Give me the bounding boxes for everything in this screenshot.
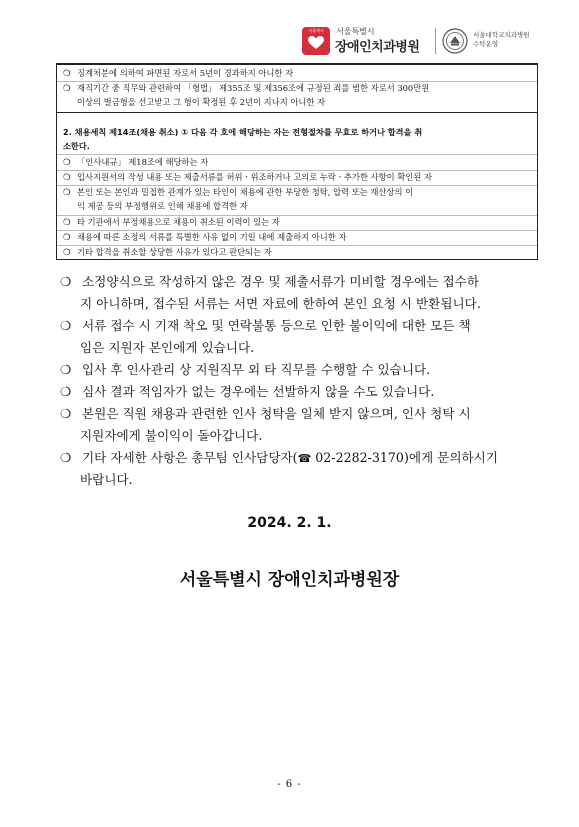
list-item: ❍ 타 기관에서 부정채용으로 채용이 취소된 이력이 있는 자 [63, 217, 280, 227]
notice-item: ❍ 소정양식으로 작성하지 않은 경우 및 제출서류가 미비할 경우에는 접수하 [60, 274, 479, 289]
notice-item-cont: 임은 지원자 본인에게 있습니다. [80, 340, 255, 355]
list-item-continuation: 익 제공 등의 부정행위로 인해 채용에 합격한 자 [77, 201, 248, 211]
disqualification-box [56, 63, 538, 260]
heart-icon: 서울에서 [302, 27, 330, 55]
notice-item-contact: ❍ 기타 자세한 사항은 총무팀 인사담당자(☎ 02-2282-3170)에게 문의하시기 [60, 450, 499, 465]
university-seal-icon [442, 28, 468, 54]
notice-item: ❍ 심사 결과 적임자가 없는 경우에는 선발하지 않을 수도 있습니다. [60, 384, 435, 399]
hospital-logo [302, 25, 432, 57]
page-number: - 6 - [277, 779, 302, 790]
section-title-cont: 소한다. [63, 141, 90, 151]
notice-item-cont: 바랍니다. [80, 472, 133, 487]
logo-city: 서울특별시 [336, 27, 375, 36]
logo-hospital-name: 장애인치과병원 [335, 40, 420, 55]
list-item: ❍ 징계처분에 의하여 파면된 자로서 5년이 경과하지 아니한 자 [63, 68, 294, 78]
list-item: ❍ 기타 합격을 취소할 상당한 사유가 있다고 판단되는 자 [63, 247, 272, 257]
header-divider [435, 28, 436, 54]
notice-item: ❍ 서류 접수 시 기재 착오 및 연락불통 등으로 인한 불이익에 대한 모든 책 [60, 318, 471, 333]
list-item: ❍ 「인사내규」 제18조에 해당하는 자 [63, 157, 209, 167]
notice-item: ❍ 본원은 직원 채용과 관련한 인사 청탁을 일체 받지 않으며, 인사 청탁 시 [60, 406, 471, 421]
notice-item-cont: 지원자에게 불이익이 돌아갑니다. [80, 428, 263, 443]
partner-logo-text: 서울대학교치과병원 수탁운영 [473, 31, 530, 48]
contact-phone: 02-2282-3170 [315, 450, 404, 465]
director-signature: 서울특별시 장애인치과병원장 [179, 570, 400, 590]
list-item: ❍ 본인 또는 본인과 밀접한 관계가 있는 타인이 채용에 관한 부당한 청탁, 압력 또는 재산상의 이 [63, 187, 414, 197]
section-title: 2. 채용세칙 제14조(채용 취소) ① 다음 각 호에 해당하는 자는 전형절차를 무효로 하거나 합격을 취 [63, 127, 423, 137]
notice-item: ❍ 입사 후 인사관리 상 지원직무 외 타 직무를 수행할 수 있습니다. [60, 362, 431, 377]
list-item: ❍ 재직기간 중 직무와 관련하여 「형법」 제355조 및 제356조에 규정된 죄를 범한 자로서 300만원 [63, 83, 430, 93]
announcement-date: 2024. 2. 1. [247, 515, 332, 531]
header-logos [302, 25, 542, 57]
phone-icon: ☎ [297, 452, 312, 465]
list-item-continuation: 이상의 벌금형을 선고받고 그 형이 확정된 후 2년이 지나지 아니한 자 [77, 97, 326, 107]
section-divider [57, 112, 537, 113]
list-item: ❍ 입사지원서의 작성 내용 또는 제출서류를 허위ㆍ위조하거나 고의로 누락ㆍ추가한 사항이 확인된 자 [63, 172, 432, 182]
row-divider [57, 154, 537, 155]
list-item: ❍ 채용에 따른 소정의 서류를 특별한 사유 없이 기일 내에 제출하지 아니한 자 [63, 232, 347, 242]
notice-item-cont: 지 아니하며, 접수된 서류는 서면 자료에 한하여 본인 요청 시 반환됩니다. [80, 296, 481, 311]
